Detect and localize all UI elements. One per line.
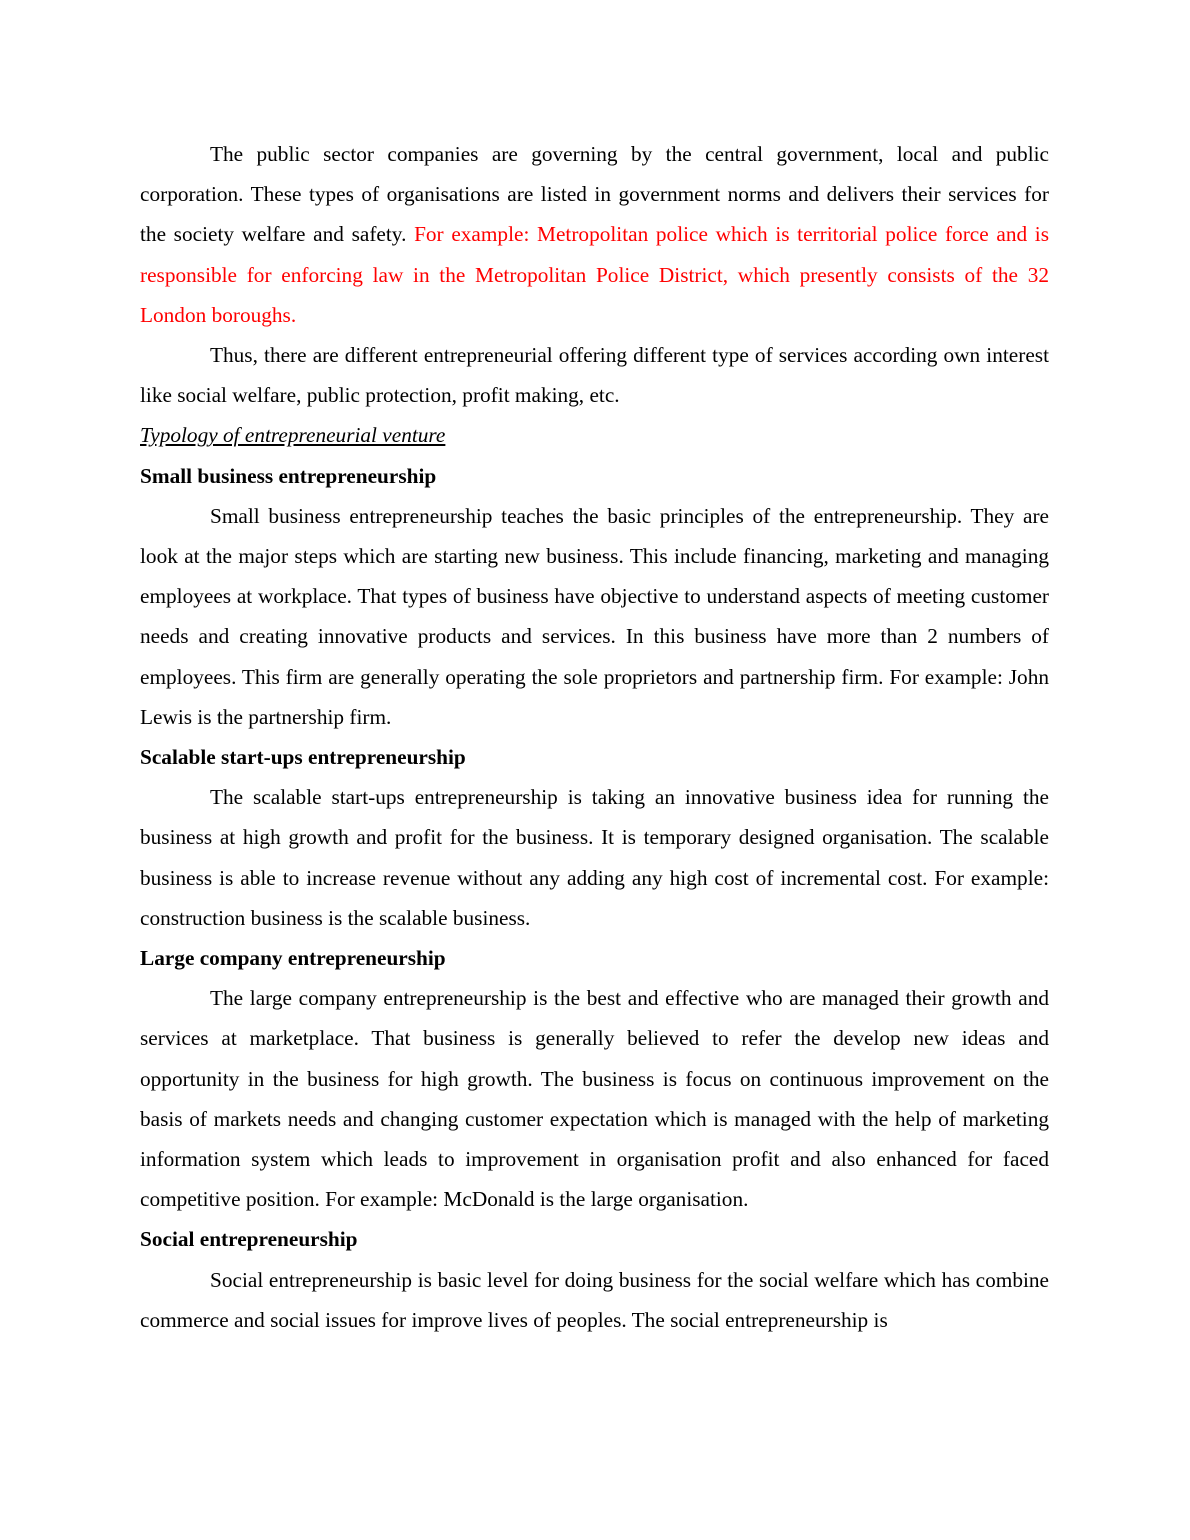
heading-social: Social entrepreneurship [140,1227,358,1252]
document-page [140,134,1049,1340]
paragraph-small-business: Small business entrepreneurship teaches the basic principles of the entrepreneurship. They are look at the major steps which are starting new business. This include financing, marketing and managing employees at workplace. That types of business have objective to understand aspects of meeting customer needs and creating innovative products and services. In this business have more than 2 numbers of employees. This firm are generally operating the sole proprietors and partnership firm. For example: John Lewis is the partnership firm. [140,503,1049,729]
paragraph-large-company: The large company entrepreneurship is the best and effective who are managed their growth and services at marketplace. That business is generally believed to refer the develop new ideas and opportunity in the business for high growth. The business is focus on continuous improvement on the basis of markets needs and changing customer expectation which is managed with the help of marketing information system which leads to improvement in organisation profit and also enhanced for faced competitive position. For example: McDonald is the large organisation. [140,986,1049,1212]
metropolitan-police-example: For example: Metropolitan police which is territorial police force and is responsible for enforcing law in the Metropolitan Police District, which presently consists of the 32 London boroughs. [140,222,1049,327]
heading-scalable-startups: Scalable start-ups entrepreneurship [140,745,466,770]
paragraph-social: Social entrepreneurship is basic level for doing business for the social welfare which has combine commerce and social issues for improve lives of peoples. The social entrepreneurship is [140,1267,1049,1332]
paragraph-public-sector [140,134,1049,335]
typology-subheading: Typology of entrepreneurial venture [140,423,446,448]
public-sector-text: The public sector companies are governing by the central government, local and public corporation. These types of organisations are listed in government norms and delivers their services for the society welfare and safety. [140,142,1049,247]
heading-large-company: Large company entrepreneurship [140,946,446,971]
paragraph-scalable-startups: The scalable start-ups entrepreneurship is taking an innovative business idea for running the business at high growth and profit for the business. It is temporary designed organisation. The scalable business is able to increase revenue without any adding any high cost of incremental cost. For example: construction business is the scalable business. [140,785,1049,930]
heading-small-business: Small business entrepreneurship [140,463,437,488]
paragraph-thus: Thus, there are different entrepreneurial offering different type of services according own interest like social welfare, public protection, profit making, etc. [140,343,1049,408]
